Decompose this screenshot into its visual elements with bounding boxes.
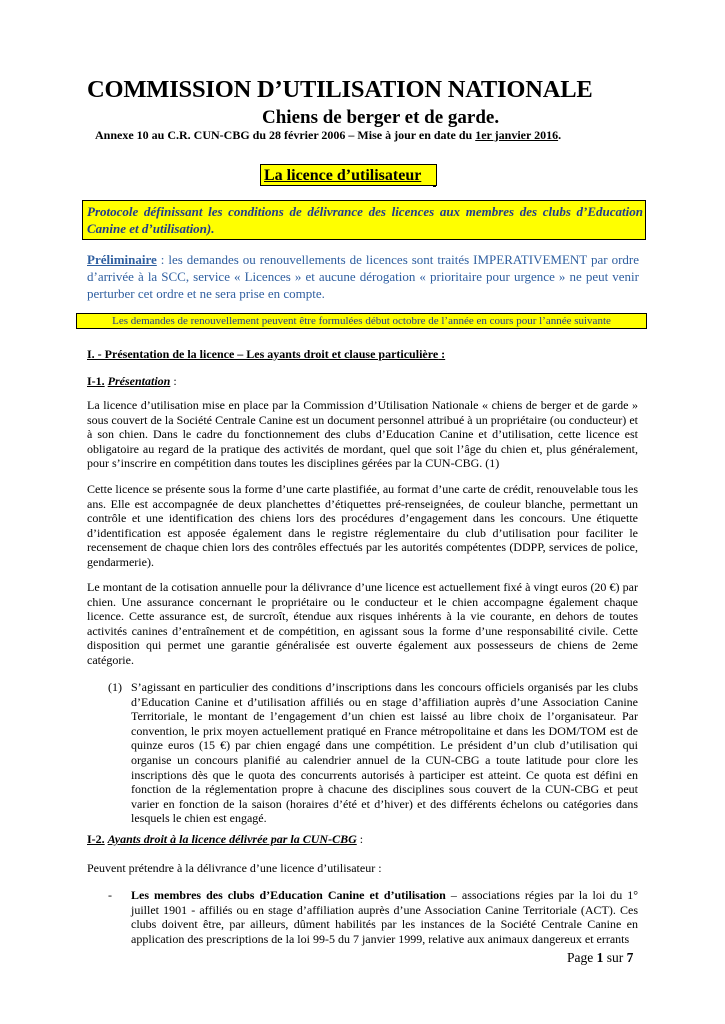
paragraph-cotisation: Le montant de la cotisation annuelle pour la délivrance d’une licence est actuellement fixé à vingt euros (20 €) par chien. Une assurance concernant le propriétaire ou le conducteur et le chien accompagne également chaque licence. Cette assurance est, de surcroît, étendue aux risques inhérents à la vie courante, en dehors de toutes activités canines d’entraînement et de compétition, en agissant sous la forme d’une responsabilité civile. Cette disposition qui permet une garantie généralisée est ouverte également aux possesseurs de chiens de 2eme catégorie. [87,580,638,667]
subsection-number: I-2. [87,832,105,846]
annexe-suffix: . [558,128,562,142]
subsection-suffix: : [170,374,177,388]
subsection-heading-ayants-droit [87,832,363,847]
list-item-text: – associations régies par la loi du 1° juillet 1901 - affiliés ou en stage d’affiliation auprès d’une Association Canine Territoriale (ACT). Ces clubs doivent être, par ailleurs, dûment habilités par les instances de la Société Centrale Canine en application des prescriptions de la loi 99-5 du 7 janvier 1999, relative aux animaux dangereux et errants [131,888,639,946]
subsection-suffix: : [356,832,364,846]
licence-title-box: La licence d’utilisateur [260,164,437,186]
paragraph-presentation: La licence d’utilisation mise en place par la Commission d’Utilisation Nationale « chiens de berger et de garde » sous couvert de la Société Centrale Canine est un document personnel attribué à un propriétaire (ou conducteur) et à son chien. Dans le cadre du fonctionnement des clubs d’Education Canine et d’utilisation, cette licence est obligatoire au regard de la pratique des activités de mordant, quel que soit l’âge du chien et, plus généralement, pour s’inscrire en compétition dans toutes les disciplines gérées par la CUN-CBG. (1) [87,398,638,471]
subsection-label: Présentation [107,374,171,388]
subsection-number: I-1. [87,374,105,388]
document-title: COMMISSION D’UTILISATION NATIONALE [87,76,593,103]
page-total: 7 [626,950,634,965]
preliminaire-label: Préliminaire [87,252,157,267]
note-number: (1) [108,680,122,694]
section-heading-text: I. - Présentation de la licence – Les ayants droit et clause particulière [87,347,439,361]
section-heading-suffix: : [438,347,446,361]
note-text: S’agissant en particulier des conditions d’inscriptions dans les concours officiels organisés par les clubs d’Education Canine et d’utilisation affiliés ou en stage d’affiliation auprès d’une Association Canine Territoriale, le montant de l’engagement d’un chien est laissé au libre choix de l’organisateur. Par convention, le prix moyen actuellement pratiqué en France métropolitaine et dans les DOM/TOM est de quinze euros (15 €) par chien engagé dans une compétition. Le président d’un club d’utilisation qui organise un concours planifié au calendrier annuel de la CUN-CBG a toute latitude pour clore les inscriptions dès que le quota des concurrents autorisés à participer est atteint. Ce quota est défini en fonction de la réglementation propre à chacune des disciplines sous couvert de la CUN-CBG et peut varier en fonction de la saison (horaires d’été et d’hiver) et des différents échelons ou catégories dans lesquels le chien est engagé. [131,680,638,826]
list-item [131,888,638,946]
section-heading [87,347,445,362]
annexe-date: 1er janvier 2016 [475,128,559,142]
list-item-bold: Les membres des clubs d’Education Canine et d’utilisation [131,888,446,902]
paragraph-carte: Cette licence se présente sous la forme d’une carte plastifiée, au format d’une carte de crédit, renouvelable tous les ans. Elle est accompagnée de deux planchettes d’étiquettes pré-renseignées, de couleur blanche, permettant un contrôle et une identification des chiens lors des procédures d’engagement dans les concours. Une étiquette d’identification est apposée également dans le registre réglementaire du club d’utilisation pour faciliter le recensement de chaque chien lors des contrôles effectués par les autorités compétentes (DDPP, services de police, gendarmerie). [87,482,638,569]
annexe-text: Annexe 10 au C.R. CUN-CBG du 28 février 2006 – Mise à jour en date du [95,128,476,142]
page-current: 1 [596,950,604,965]
intro-paragraph: Peuvent prétendre à la délivrance d’une licence d’utilisateur : [87,861,382,875]
preliminaire-text: : les demandes ou renouvellements de licences sont traités IMPERATIVEMENT par ordre d’arrivée à la SCC, service « Licences » et aucune dérogation « prioritaire pour urgence » ne peut venir perturber cet ordre et ne sera prise en compte. [87,252,639,301]
annexe-line [95,128,561,143]
page-number [567,950,633,966]
list-bullet: - [108,888,112,902]
page-label: Page [567,950,597,965]
subsection-label: Ayants droit à la licence délivrée par la CUN-CBG [107,832,357,846]
document-subtitle: Chiens de berger et de garde. [262,107,500,128]
preliminaire-paragraph [87,251,639,302]
subsection-heading-presentation [87,374,177,389]
renouvellement-banner: Les demandes de renouvellement peuvent être formulées début octobre de l’année en cours pour l’année suivante [76,313,647,329]
protocole-box: Protocole définissant les conditions de délivrance des licences aux membres des clubs d’Education Canine et d’utilisation). [82,200,646,240]
page-sep: sur [603,950,627,965]
